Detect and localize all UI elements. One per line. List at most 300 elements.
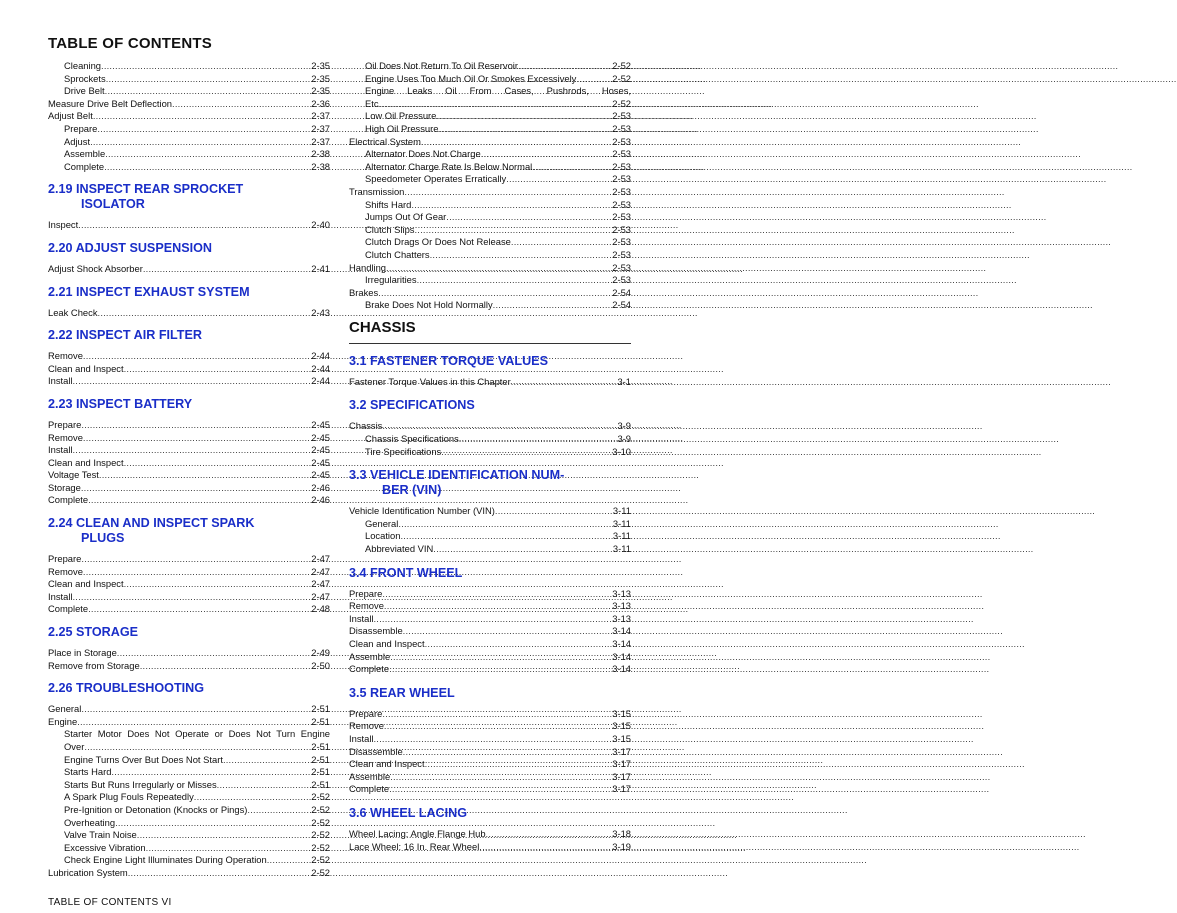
toc-entry[interactable] (48, 350, 330, 363)
toc-entry-label: Brakes (349, 286, 379, 298)
toc-entry-page: 2-53 (612, 198, 631, 210)
toc-entry-page: 2-40 (311, 219, 330, 231)
dot-leader (421, 136, 611, 149)
dot-leader (495, 505, 612, 518)
toc-entry[interactable] (48, 829, 330, 842)
section-heading[interactable] (48, 285, 330, 300)
toc-entry-page: 2-48 (311, 603, 330, 615)
toc-entry[interactable] (349, 758, 631, 771)
dot-leader (104, 161, 310, 174)
toc-entry[interactable] (349, 249, 631, 262)
toc-entry[interactable] (48, 716, 330, 729)
toc-entry[interactable] (48, 553, 330, 566)
toc-entry[interactable] (48, 741, 330, 754)
toc-entry-label: Engine Turns Over But Does Not Start (64, 753, 223, 765)
toc-entry[interactable] (48, 779, 330, 792)
toc-entry-label: Inspect (48, 219, 79, 231)
toc-entry-page: 3-14 (612, 650, 631, 662)
toc-entry-page: 2-35 (311, 60, 330, 71)
toc-entry-label: Engine Uses Too Much Oil Or Smokes Excessively (365, 72, 577, 84)
toc-entry[interactable] (48, 457, 330, 470)
toc-entry-page: 2-52 (311, 829, 330, 841)
dot-leader (81, 553, 310, 566)
toc-entry[interactable] (48, 73, 330, 86)
toc-entry[interactable] (349, 518, 631, 531)
dot-leader (386, 262, 611, 275)
toc-entry-label: Overheating (64, 816, 116, 828)
toc-entry[interactable] (349, 783, 631, 796)
toc-entry[interactable] (349, 211, 631, 224)
toc-entry-label: Check Engine Light Illuminates During Operation (64, 854, 267, 866)
toc-entry[interactable] (48, 419, 330, 432)
toc-entry-page: 2-52 (612, 72, 631, 84)
toc-entry-label: Cleaning (64, 60, 102, 71)
toc-entry-label: Place in Storage (48, 647, 117, 659)
toc-entry-label: Lubrication System (48, 866, 128, 878)
page-footer: TABLE OF CONTENTS VI (48, 897, 172, 908)
toc-entry[interactable] (349, 600, 631, 613)
toc-entry-label: Remove (48, 350, 83, 362)
dot-leader (384, 720, 611, 733)
section-heading[interactable] (349, 354, 631, 369)
section-number: 2.19 (48, 182, 73, 197)
toc-entry-page: 3-15 (612, 732, 631, 744)
toc-entry-label: Install (48, 375, 73, 387)
toc-entry[interactable] (349, 274, 631, 287)
toc-entry-page: 2-52 (612, 97, 631, 109)
toc-entry[interactable] (48, 161, 330, 174)
toc-entry-label: Clean and Inspect (349, 758, 425, 770)
toc-entry[interactable] (48, 703, 330, 716)
toc-entry-label: Storage (48, 481, 81, 493)
toc-entry-page: 2-52 (311, 803, 330, 815)
toc-entry-label: Measure Drive Belt Deflection (48, 97, 173, 109)
toc-entry-label: Complete (48, 494, 89, 506)
toc-entry[interactable] (349, 841, 631, 854)
toc-entry-page: 2-54 (612, 286, 631, 298)
toc-entry[interactable] (349, 287, 631, 300)
toc-entry[interactable] (48, 469, 330, 482)
toc-entry[interactable] (349, 110, 631, 123)
toc-entry-page: 2-35 (311, 72, 330, 84)
dot-leader (83, 566, 310, 579)
section-heading[interactable] (48, 516, 330, 546)
dot-leader (415, 224, 612, 237)
toc-entry-label: Jumps Out Of Gear (365, 211, 447, 223)
dot-leader (124, 457, 311, 470)
dot-leader (81, 703, 310, 716)
toc-entry[interactable] (349, 420, 631, 433)
toc-entry[interactable] (349, 733, 631, 746)
toc-entry-page: 2-46 (311, 494, 330, 506)
toc-entry-page: 2-35 (311, 85, 330, 97)
toc-entry[interactable] (48, 148, 330, 161)
dot-leader (81, 482, 310, 495)
section-title: INSPECT BATTERY (76, 396, 193, 411)
toc-entry[interactable] (349, 828, 631, 841)
dot-leader (411, 199, 611, 212)
section-title: INSPECT EXHAUST SYSTEM (76, 284, 250, 299)
toc-entry[interactable] (48, 98, 330, 111)
toc-entry-page: 3-11 (612, 517, 631, 529)
toc-entry-page: 2-54 (612, 299, 631, 311)
section-title: INSPECT REAR SPROCKET (76, 182, 244, 197)
toc-entry-page: 3-15 (612, 707, 631, 719)
toc-column-left (48, 60, 330, 880)
section-title: TROUBLESHOOTING (76, 681, 205, 696)
dot-leader (430, 249, 612, 262)
toc-entry-page: 2-51 (311, 715, 330, 727)
dot-leader (378, 287, 611, 300)
toc-entry[interactable] (48, 578, 330, 591)
dot-leader (576, 73, 611, 86)
section-title: REAR WHEEL (370, 685, 455, 700)
toc-entry-label: Etc (365, 97, 379, 109)
toc-entry-label: General (48, 703, 82, 715)
toc-entry[interactable] (48, 363, 330, 376)
toc-entry[interactable] (48, 482, 330, 495)
toc-entry[interactable] (349, 625, 631, 638)
toc-entry[interactable] (48, 432, 330, 445)
dot-leader (433, 543, 612, 556)
toc-entry-page: 2-46 (311, 481, 330, 493)
toc-entry[interactable] (349, 613, 631, 626)
toc-entry-line[interactable]: Engine Leaks Oil From Cases, Pushrods, Hoses, (365, 85, 631, 97)
section-title: SPECIFICATIONS (370, 398, 475, 413)
toc-entry[interactable] (349, 708, 631, 721)
toc-entry[interactable] (349, 376, 631, 389)
dot-leader (73, 444, 311, 457)
dot-leader (384, 600, 611, 613)
section-title: ADJUST SUSPENSION (75, 240, 213, 255)
dot-leader (436, 110, 611, 123)
toc-entry-page: 2-37 (311, 135, 330, 147)
toc-entry-page: 2-53 (612, 185, 631, 197)
dot-leader (518, 60, 611, 73)
toc-entry-page: 2-43 (311, 306, 330, 318)
toc-entry-label: Install (48, 590, 73, 602)
toc-entry[interactable] (48, 136, 330, 149)
toc-entry-line[interactable]: Starter Motor Does Not Operate or Does Not Turn Engine (64, 728, 330, 740)
toc-entry-label: Alternator Charge Rate Is Below Normal (365, 160, 533, 172)
section-title: FASTENER TORQUE VALUES (370, 353, 548, 368)
toc-entry-page: 3-18 (612, 827, 631, 839)
toc-entry-label: General (365, 517, 399, 529)
toc-entry[interactable] (48, 307, 330, 320)
dot-leader (486, 828, 612, 841)
toc-entry-page: 3-14 (612, 625, 631, 637)
dot-leader (389, 663, 611, 676)
toc-entry[interactable] (349, 530, 631, 543)
toc-entry-page: 2-51 (311, 703, 330, 715)
toc-entry-label: Adjust (64, 135, 91, 147)
toc-entry-page: 2-41 (311, 262, 330, 274)
toc-entry-page: 2-53 (612, 122, 631, 134)
toc-entry[interactable] (48, 123, 330, 136)
toc-entry-page: 3-10 (612, 445, 631, 457)
dot-leader (446, 211, 611, 224)
toc-entry-page: 2-47 (311, 578, 330, 590)
toc-entry-page: 2-52 (311, 854, 330, 866)
dot-leader (137, 829, 310, 842)
toc-entry-page: 2-52 (612, 60, 631, 71)
toc-entry-page: 3-15 (612, 720, 631, 732)
toc-entry-label: Over (64, 741, 85, 752)
toc-entry-page: 3-17 (612, 745, 631, 757)
toc-entry[interactable] (349, 433, 631, 446)
toc-entry-label: Prepare (349, 587, 383, 599)
toc-entry[interactable] (48, 603, 330, 616)
toc-entry[interactable] (349, 73, 631, 86)
dot-leader (374, 613, 612, 626)
dot-leader (390, 771, 611, 784)
toc-entry-page: 3-9 (617, 420, 631, 432)
dot-leader (506, 173, 611, 186)
dot-leader (99, 469, 310, 482)
toc-entry-label: Clutch Chatters (365, 248, 430, 260)
dot-leader (403, 625, 612, 638)
toc-entry[interactable] (48, 804, 330, 817)
toc-entry-page: 2-44 (311, 362, 330, 374)
section-heading[interactable] (48, 241, 330, 256)
section-heading[interactable] (48, 182, 330, 212)
dot-leader (88, 494, 310, 507)
section-number: 2.24 (48, 516, 73, 531)
toc-entry-label: Drive Belt (64, 85, 105, 97)
toc-entry-label: Low Oil Pressure (365, 110, 437, 122)
section-heading[interactable] (349, 398, 631, 413)
toc-entry[interactable] (349, 543, 631, 556)
toc-entry-page: 3-11 (612, 530, 631, 542)
toc-entry-page: 2-51 (311, 766, 330, 778)
section-number: 3.1 (349, 353, 367, 368)
toc-entry-page: 2-37 (311, 122, 330, 134)
toc-entry-page: 2-49 (311, 647, 330, 659)
toc-entry-label: Clean and Inspect (349, 638, 425, 649)
toc-entry-label: High Oil Pressure (365, 122, 439, 134)
toc-entry[interactable] (349, 588, 631, 601)
dot-leader (124, 363, 311, 376)
toc-entry[interactable] (349, 446, 631, 459)
dot-leader (97, 123, 310, 136)
toc-entry-page: 2-53 (612, 211, 631, 223)
section-heading[interactable] (48, 397, 330, 412)
toc-entry[interactable] (48, 60, 330, 73)
toc-entry[interactable] (349, 663, 631, 676)
section-title: INSPECT AIR FILTER (76, 328, 202, 343)
toc-entry-label: Fastener Torque Values in this Chapter (349, 375, 511, 387)
toc-entry-label: Remove (48, 565, 83, 577)
toc-entry[interactable] (349, 299, 631, 312)
dot-leader (390, 651, 611, 664)
toc-entry[interactable] (349, 720, 631, 733)
toc-entry-page: 2-45 (311, 444, 330, 456)
section-heading[interactable] (349, 468, 631, 498)
section-number: 2.26 (48, 681, 73, 696)
toc-entry-page: 2-38 (311, 160, 330, 172)
toc-entry-page: 2-53 (612, 274, 631, 286)
toc-entry-label: Install (349, 732, 374, 744)
toc-entry-page: 2-44 (311, 350, 330, 362)
section-heading[interactable] (48, 625, 330, 640)
dot-leader (106, 73, 311, 86)
dot-leader (374, 733, 612, 746)
toc-entry[interactable] (48, 219, 330, 232)
toc-entry-page: 3-11 (612, 543, 631, 555)
toc-entry-label: Prepare (48, 418, 82, 430)
toc-entry-page: 2-53 (612, 135, 631, 147)
toc-entry[interactable] (349, 161, 631, 174)
dot-leader (481, 148, 612, 161)
toc-entry-label: Complete (349, 783, 390, 795)
toc-entry[interactable] (349, 771, 631, 784)
section-number: 2.20 (48, 240, 73, 255)
toc-entry-page: 2-53 (612, 223, 631, 235)
dot-leader (124, 578, 311, 591)
toc-entry-page: 2-52 (311, 816, 330, 828)
section-heading[interactable] (48, 328, 330, 343)
toc-entry[interactable] (349, 123, 631, 136)
section-heading[interactable] (349, 686, 631, 701)
toc-entry-label: Handling (349, 261, 387, 273)
toc-entry-page: 2-45 (311, 456, 330, 468)
dot-leader (88, 603, 310, 616)
toc-entry[interactable] (48, 444, 330, 457)
toc-entry[interactable] (48, 263, 330, 276)
toc-entry[interactable] (349, 638, 631, 651)
dot-leader (425, 638, 612, 651)
toc-entry-page: 2-53 (612, 236, 631, 248)
section-title-continued: PLUGS (81, 531, 125, 546)
page-title: TABLE OF CONTENTS (48, 35, 212, 52)
dot-leader (438, 123, 611, 136)
dot-leader (493, 299, 612, 312)
toc-entry[interactable] (349, 262, 631, 275)
toc-entry-page: 2-38 (311, 148, 330, 160)
toc-entry-label: Speedometer Operates Erratically (365, 173, 507, 185)
toc-entry-label: Complete (349, 663, 390, 675)
toc-entry-page: 3-17 (612, 783, 631, 795)
dot-leader (143, 263, 310, 276)
toc-entry-page: 2-53 (612, 248, 631, 260)
toc-entry[interactable] (48, 494, 330, 507)
toc-entry-label: Starts But Runs Irregularly or Misses (64, 778, 217, 790)
toc-entry[interactable] (48, 647, 330, 660)
toc-entry[interactable] (349, 505, 631, 518)
toc-entry-label: Tire Specifications (365, 445, 442, 457)
toc-entry-label: Chassis (349, 420, 383, 432)
toc-entry[interactable] (349, 224, 631, 237)
toc-entry-page: 3-1 (617, 375, 631, 387)
section-heading[interactable] (349, 806, 631, 821)
toc-entry-label: Clutch Slips (365, 223, 415, 235)
dot-leader (400, 530, 611, 543)
toc-entry-label: Wheel Lacing: Angle Flange Hub (349, 827, 486, 839)
toc-entry-label: Starts Hard (64, 766, 112, 778)
toc-entry-page: 2-45 (311, 469, 330, 481)
toc-entry-page: 2-53 (612, 261, 631, 273)
toc-entry[interactable] (48, 85, 330, 98)
dot-leader (83, 432, 310, 445)
dot-leader (389, 783, 611, 796)
toc-entry[interactable] (48, 591, 330, 604)
toc-entry-page: 2-53 (612, 110, 631, 122)
toc-entry-label: Install (349, 612, 374, 624)
toc-entry[interactable] (48, 110, 330, 123)
toc-entry[interactable] (48, 375, 330, 388)
toc-entry[interactable] (349, 236, 631, 249)
toc-entry[interactable] (48, 817, 330, 830)
section-number: 3.2 (349, 398, 367, 413)
dot-leader (146, 842, 311, 855)
toc-entry[interactable] (48, 842, 330, 855)
dot-leader (382, 588, 611, 601)
section-heading[interactable] (48, 681, 330, 696)
section-heading[interactable] (349, 566, 631, 581)
toc-entry-page: 2-47 (311, 553, 330, 565)
section-title: CLEAN AND INSPECT SPARK (76, 516, 255, 531)
toc-entry-page: 3-13 (612, 612, 631, 624)
toc-entry[interactable] (349, 651, 631, 664)
toc-entry[interactable] (349, 746, 631, 759)
dot-leader (217, 779, 311, 792)
toc-entry-label: Complete (48, 603, 89, 615)
toc-entry[interactable] (349, 186, 631, 199)
toc-entry-label: Remove (48, 431, 83, 443)
dot-leader (223, 754, 310, 767)
toc-entry-label: Sprockets (64, 72, 106, 84)
toc-entry[interactable] (349, 60, 631, 73)
toc-entry[interactable] (48, 754, 330, 767)
toc-entry-label: Oil Does Not Return To Oil Reservoir (365, 60, 519, 71)
toc-entry-label: Transmission (349, 185, 405, 197)
toc-entry-label: Leak Check (48, 306, 98, 318)
toc-entry[interactable] (48, 791, 330, 804)
toc-entry-page: 2-51 (311, 778, 330, 790)
dot-leader (267, 854, 311, 867)
toc-entry-page: 2-36 (311, 97, 330, 109)
dot-leader (403, 746, 612, 759)
toc-entry[interactable] (48, 854, 330, 867)
toc-entry[interactable] (48, 566, 330, 579)
toc-entry-page: 2-37 (311, 110, 330, 122)
toc-entry[interactable] (48, 766, 330, 779)
toc-entry[interactable] (349, 148, 631, 161)
dot-leader (382, 420, 616, 433)
toc-entry-label: Voltage Test (48, 469, 99, 481)
toc-entry-page: 2-45 (311, 431, 330, 443)
toc-entry-label: Irregularities (365, 274, 417, 286)
toc-entry[interactable] (349, 98, 631, 111)
dot-leader (511, 376, 617, 389)
toc-entry-page: 3-14 (612, 663, 631, 675)
toc-entry[interactable] (349, 173, 631, 186)
toc-entry-label: Assemble (349, 770, 391, 782)
dot-leader (105, 148, 310, 161)
toc-entry[interactable] (48, 867, 330, 880)
toc-entry[interactable] (48, 660, 330, 673)
toc-entry[interactable] (349, 136, 631, 149)
toc-entry-page: 2-52 (311, 791, 330, 803)
toc-entry-label: Engine (48, 715, 78, 727)
toc-entry-label: Prepare (349, 707, 383, 719)
toc-entry-label: Pre-Ignition or Detonation (Knocks or Pings) (64, 803, 248, 815)
dot-leader (111, 766, 310, 779)
toc-entry-page: 3-17 (612, 758, 631, 770)
toc-entry-page: 2-47 (311, 590, 330, 602)
toc-entry-label: Adjust Shock Absorber (48, 262, 143, 274)
toc-entry[interactable] (349, 199, 631, 212)
